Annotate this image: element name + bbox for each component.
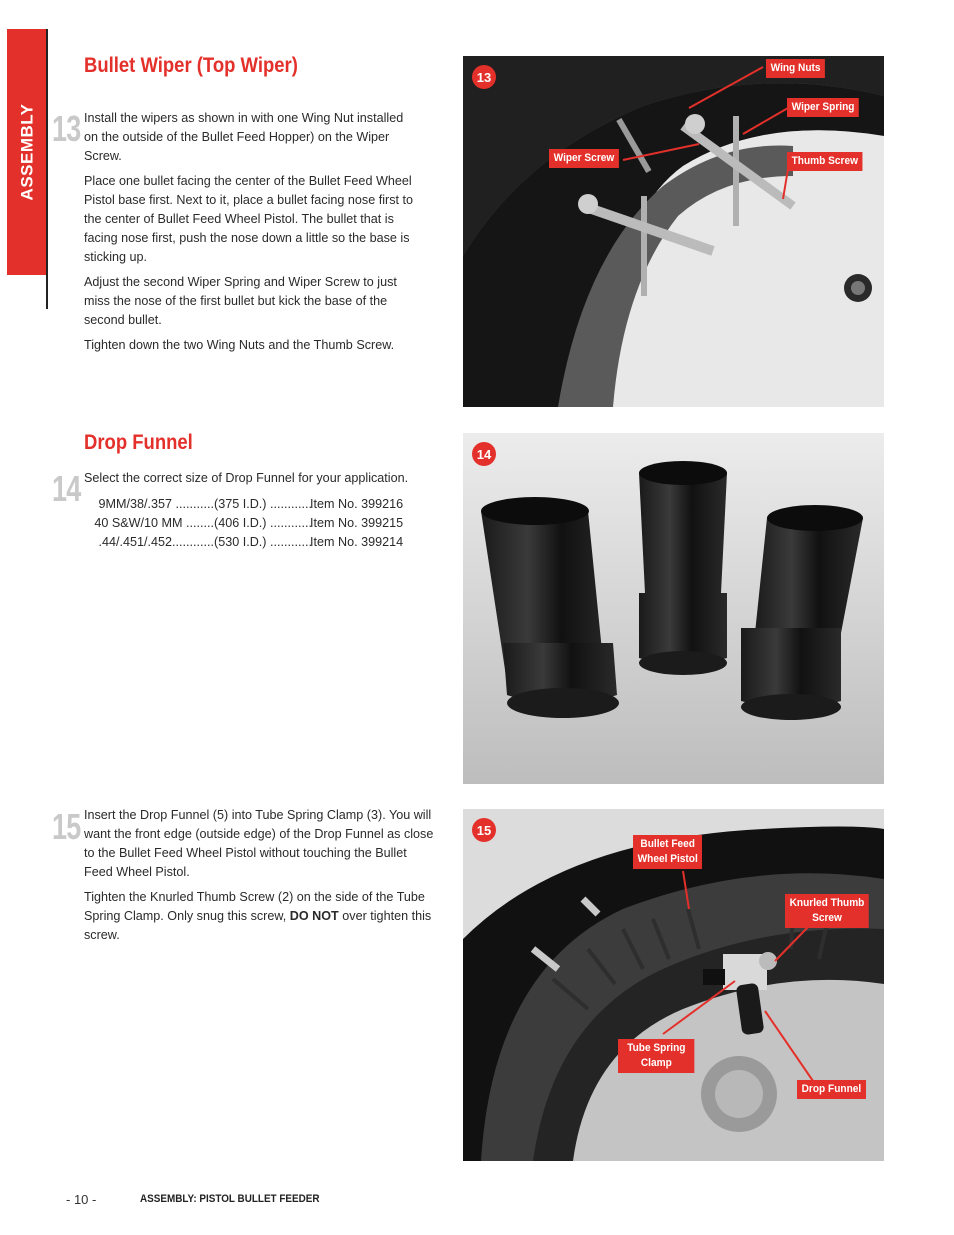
drop-funnel-size-table (84, 495, 414, 552)
callout-wiper-spring: Wiper Spring (787, 98, 859, 117)
page-number: - 10 - (66, 1192, 97, 1207)
bullet-wiper-heading: Bullet Wiper (Top Wiper) (84, 54, 298, 77)
funnel-item-number: Item No. 399214 (310, 535, 404, 549)
figure-badge-13: 13 (472, 65, 496, 89)
instruction-paragraph: Place one bullet facing the center of the Bullet Feed Wheel Pistol base first. Next to it, place a bullet facing nose first to the center of Bullet Feed Wheel Pistol. The bullet that is facing nose first, push the nose down a little so the base is sticking up. (84, 174, 413, 264)
section-side-tab (7, 29, 48, 275)
warning-emphasis: DO NOT (289, 909, 339, 923)
funnel-item-number: Item No. 399216 (310, 497, 404, 511)
callout-bullet-feed-wheel-pistol (633, 835, 702, 869)
instruction-text: over tighten this screw. (84, 909, 432, 942)
drop-funnels-photo (463, 433, 884, 784)
funnel-inner-diameter: (530 I.D.) ............ (214, 535, 312, 549)
callout-thumb-screw: Thumb Screw (787, 152, 863, 171)
funnel-caliber: 40 S&W/10 MM ........ (94, 516, 214, 530)
funnel-caliber: 9MM/38/.357 ........... (98, 497, 214, 511)
funnel-installed-photo (463, 809, 884, 1161)
drop-funnels-illustration (463, 433, 884, 784)
callout-line: Clamp (640, 1057, 672, 1069)
side-tab-rule (46, 29, 48, 309)
funnel-size-row (84, 495, 414, 514)
drop-funnel-intro: Select the correct size of Drop Funnel for your application. (84, 471, 409, 485)
figure-badge-14: 14 (472, 442, 496, 466)
callout-wing-nuts: Wing Nuts (766, 59, 825, 78)
funnel-item-number: Item No. 399215 (310, 516, 404, 530)
instruction-text: Tighten the Knurled Thumb Screw (2) on the side of the Tube Spring Clamp. Only snug this screw, (84, 890, 425, 923)
drop-funnel-heading: Drop Funnel (84, 431, 193, 454)
instruction-paragraph (84, 888, 434, 945)
funnel-inner-diameter: (375 I.D.) ............ (214, 497, 312, 511)
instruction-paragraph: Insert the Drop Funnel (5) into Tube Spring Clamp (3). You will want the front edge (outside edge) of the Drop Funnel as close to the Bullet Feed Wheel Pistol without touching the Bullet Feed Wheel Pistol. (84, 808, 434, 879)
wiper-assembly-photo (463, 56, 884, 407)
callout-line: Wheel Pistol (637, 853, 698, 865)
bullet-wiper-instructions (84, 109, 414, 361)
callout-knurled-thumb-screw (785, 894, 869, 928)
side-tab-label: ASSEMBLY (17, 103, 37, 201)
callout-drop-funnel: Drop Funnel (797, 1080, 866, 1099)
funnel-size-row (84, 533, 414, 552)
footer-title: ASSEMBLY: PISTOL BULLET FEEDER (140, 1193, 320, 1205)
instruction-paragraph: Install the wipers as shown in with one Wing Nut installed on the outside of the Bullet Feed Hopper) on the Wiper Screw. (84, 111, 404, 163)
callout-line: Screw (812, 912, 842, 924)
step-number-14: 14 (52, 468, 81, 509)
funnel-inner-diameter: (406 I.D.) ............ (214, 516, 312, 530)
drop-funnel-install-instructions (84, 806, 434, 951)
callout-line: Bullet Feed (640, 838, 695, 850)
callout-line: Knurled Thumb (789, 897, 865, 909)
step-number-15: 15 (52, 806, 81, 847)
callout-wiper-screw: Wiper Screw (549, 149, 619, 168)
instruction-paragraph: Adjust the second Wiper Spring and Wiper Screw to just miss the nose of the first bullet but kick the base of the second bullet. (84, 275, 397, 327)
funnel-size-row (84, 514, 414, 533)
callout-line: Tube Spring (627, 1042, 686, 1054)
callout-tube-spring-clamp (618, 1039, 695, 1073)
figure-badge-15: 15 (472, 818, 496, 842)
funnel-caliber: .44/.451/.452............ (98, 535, 214, 549)
instruction-paragraph: Tighten down the two Wing Nuts and the Thumb Screw. (84, 338, 395, 352)
step-number-13: 13 (52, 108, 81, 149)
